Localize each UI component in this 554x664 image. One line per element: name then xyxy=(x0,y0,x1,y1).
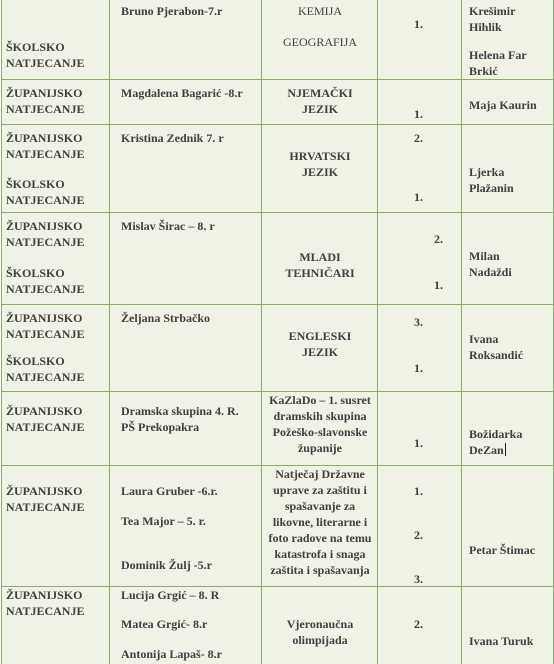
placement-value: 1. xyxy=(414,107,423,121)
subject-text: NJEMAČKI JEZIK xyxy=(287,86,353,116)
student-name: Kristina Zednik 7. r xyxy=(121,131,224,145)
placement-cell xyxy=(378,466,462,587)
subject-text: HRVATSKI JEZIK xyxy=(289,149,351,179)
student-cell xyxy=(110,213,262,305)
student-cell xyxy=(110,305,262,392)
mentor-cell xyxy=(462,213,554,305)
placement-value: 2. xyxy=(414,528,423,542)
placement-value: 2. xyxy=(414,131,423,145)
placement-cell xyxy=(378,392,462,466)
mentor-name: Ljerka Plažanin xyxy=(469,165,514,195)
student-name: Magdalena Bagarić -8.r xyxy=(121,86,243,100)
subject-cell xyxy=(262,213,378,305)
competition-results-table xyxy=(1,0,554,664)
subject-text: GEOGRAFIJA xyxy=(282,35,357,49)
student-cell xyxy=(110,125,262,213)
level-cell xyxy=(2,213,110,305)
mentor-name: Helena Far Brkić xyxy=(469,48,527,78)
mentor-cell xyxy=(462,305,554,392)
placement-value: 1. xyxy=(414,361,423,375)
mentor-cell xyxy=(462,0,554,80)
subject-cell xyxy=(262,305,378,392)
placement-value: 1. xyxy=(414,17,423,31)
level-text: ŽUPANIJSKO NATJECANJE xyxy=(6,404,85,434)
table-row xyxy=(2,466,554,587)
student-name: Željana Strbačko xyxy=(121,311,211,325)
subject-text: KEMIJA xyxy=(298,4,342,18)
table-row xyxy=(2,392,554,466)
level-text: ŠKOLSKO NATJECANJE xyxy=(6,266,85,296)
subject-cell xyxy=(262,466,378,587)
student-name: Laura Gruber -6.r. xyxy=(121,484,218,498)
placement-value: 3. xyxy=(414,572,423,586)
student-name: Dominik Žulj -5.r xyxy=(121,558,213,572)
table-row xyxy=(2,125,554,213)
placement-cell xyxy=(378,0,462,80)
student-name: Antonija Lapaš- 8.r xyxy=(121,647,223,661)
level-cell xyxy=(2,80,110,125)
subject-cell xyxy=(262,0,378,80)
placement-cell xyxy=(378,80,462,125)
subject-cell xyxy=(262,587,378,664)
level-text: ŠKOLSKO NATJECANJE xyxy=(6,354,85,384)
placement-cell xyxy=(378,587,462,664)
placement-value: 1. xyxy=(414,190,423,204)
placement-value: 2. xyxy=(414,617,423,631)
level-text: ŽUPANIJSKO NATJECANJE xyxy=(6,131,85,161)
table-row xyxy=(2,305,554,392)
mentor-name: Ivana Turuk xyxy=(469,634,534,648)
subject-cell xyxy=(262,80,378,125)
student-cell xyxy=(110,466,262,587)
mentor-name: Ivana Roksandić xyxy=(469,332,524,362)
subject-text: Natječaj Državne uprave za zaštitu i spašavanje za likovne, literarne i foto radove na temu katastrofa i snaga zaštita i spašavanja xyxy=(268,467,372,577)
mentor-name: Petar Štimac xyxy=(469,543,536,557)
level-text: ŠKOLSKO NATJECANJE xyxy=(6,40,85,70)
placement-value: 2. xyxy=(434,232,443,246)
table-row xyxy=(2,213,554,305)
subject-text: MLADI TEHNIČARI xyxy=(285,250,355,280)
level-cell xyxy=(2,305,110,392)
placement-value: 1. xyxy=(414,484,423,498)
student-name: Lucija Grgić – 8. R xyxy=(121,588,220,602)
table-row xyxy=(2,587,554,664)
student-cell xyxy=(110,392,262,466)
subject-text: ENGLESKI JEZIK xyxy=(288,329,352,359)
subject-cell xyxy=(262,125,378,213)
level-text: ŽUPANIJSKO NATJECANJE xyxy=(6,588,85,618)
mentor-name: Maja Kaurin xyxy=(469,98,537,112)
mentor-cell xyxy=(462,125,554,213)
text-cursor-icon xyxy=(505,443,506,456)
level-text: ŽUPANIJSKO NATJECANJE xyxy=(6,86,85,116)
student-cell xyxy=(110,587,262,664)
mentor-name: Božidarka DeZan xyxy=(469,427,523,457)
subject-text: KaZlaDo – 1. susret dramskih skupina Požeško-slavonske županije xyxy=(269,393,371,455)
student-cell xyxy=(110,0,262,80)
mentor-name: Milan Nadaždi xyxy=(469,249,512,279)
level-text: ŽUPANIJSKO NATJECANJE xyxy=(6,311,85,341)
student-name: Tea Major – 5. r. xyxy=(121,514,206,528)
mentor-cell xyxy=(462,392,554,466)
placement-cell xyxy=(378,213,462,305)
level-cell xyxy=(2,466,110,587)
student-name: Bruno Pjerabon-7.r xyxy=(121,4,223,18)
placement-value: 3. xyxy=(414,315,423,329)
subject-cell xyxy=(262,392,378,466)
student-cell xyxy=(110,80,262,125)
mentor-name: Krešimir Hihlik xyxy=(469,4,516,34)
mentor-cell xyxy=(462,587,554,664)
level-text: ŠKOLSKO NATJECANJE xyxy=(6,177,85,207)
placement-cell xyxy=(378,305,462,392)
mentor-cell xyxy=(462,466,554,587)
mentor-cell xyxy=(462,80,554,125)
placement-cell xyxy=(378,125,462,213)
placement-value: 1. xyxy=(434,278,443,292)
student-name: Matea Grgić- 8.r xyxy=(121,617,208,631)
student-name: Mislav Širac – 8. r xyxy=(121,219,215,233)
level-text: ŽUPANIJSKO NATJECANJE xyxy=(6,219,85,249)
level-cell xyxy=(2,587,110,664)
student-name: Dramska skupina 4. R. PŠ Prekopakra xyxy=(121,404,239,434)
table-row xyxy=(2,80,554,125)
level-cell xyxy=(2,0,110,80)
table-row xyxy=(2,0,554,80)
level-cell xyxy=(2,392,110,466)
placement-value: 1. xyxy=(414,436,423,450)
level-text: ŽUPANIJSKO NATJECANJE xyxy=(6,484,85,514)
subject-text: Vjeronaučna olimpijada xyxy=(286,617,354,647)
level-cell xyxy=(2,125,110,213)
